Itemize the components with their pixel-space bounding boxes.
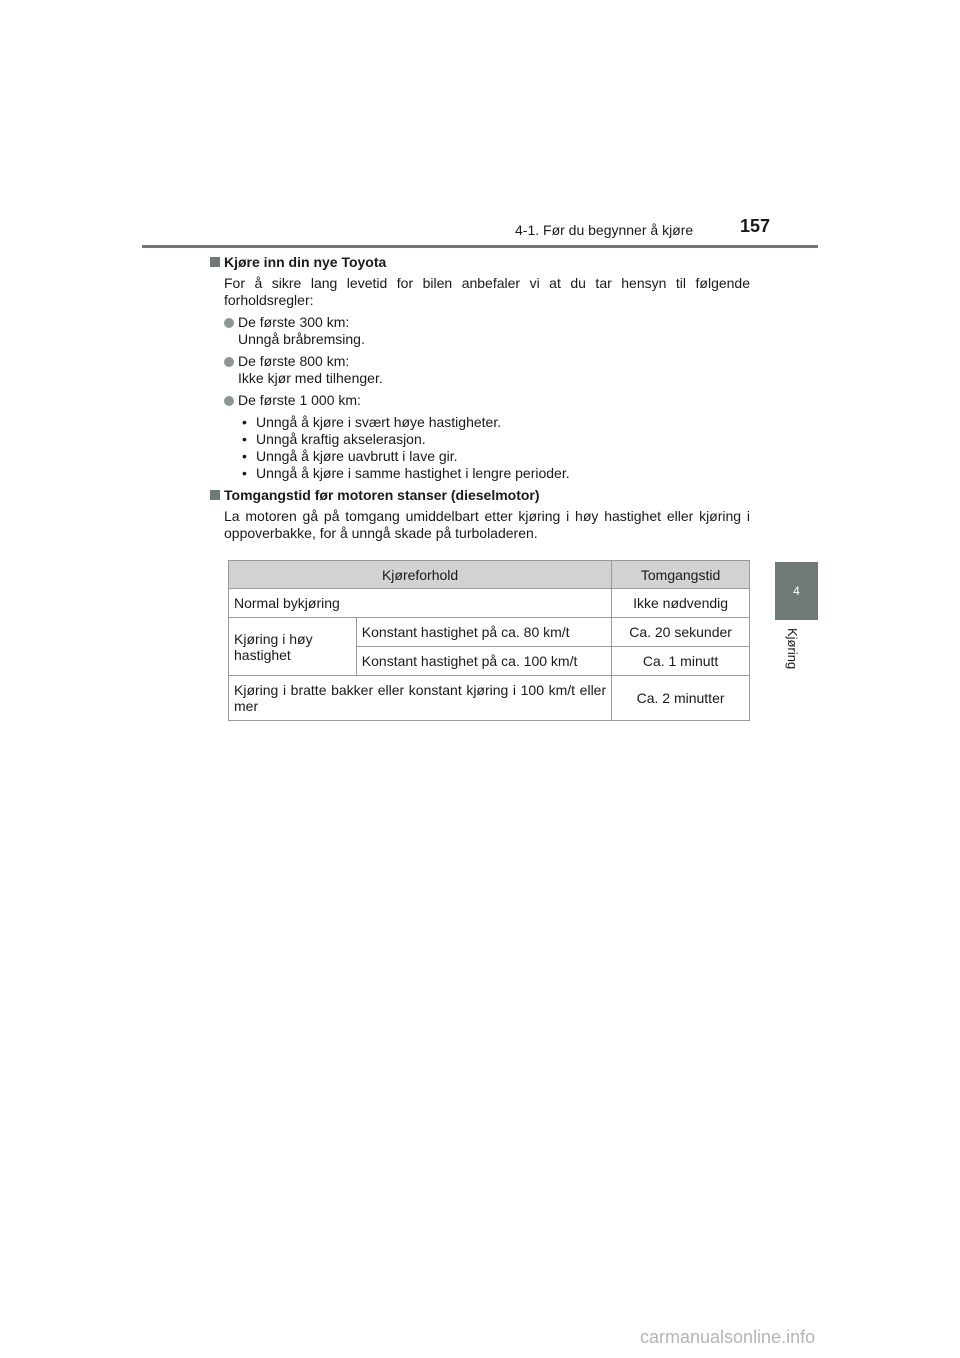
header-section-title: 4-1. Før du begynner å kjøre — [515, 222, 694, 238]
section-heading-idle-time: Tomgangstid før motoren stanser (dieselmotor) — [210, 487, 750, 504]
table-cell-time: Ca. 2 minutter — [612, 676, 750, 721]
list-item — [224, 353, 750, 387]
section-heading-break-in: Kjøre inn din nye Toyota — [210, 254, 750, 271]
idle-time-intro: La motoren gå på tomgang umiddelbart etter kjøring i høy hastighet eller kjøring i oppoverbakke, for å unngå skade på turboladeren. — [224, 508, 750, 541]
list-item-title: De første 300 km: — [238, 314, 350, 330]
table-row — [229, 618, 750, 647]
table-cell-time: Ikke nødvendig — [612, 589, 750, 618]
list-item-title: De første 800 km: — [238, 353, 350, 369]
table-cell-time: Ca. 20 sekunder — [612, 618, 750, 647]
header-divider — [142, 245, 818, 248]
circle-bullet-icon — [224, 318, 234, 328]
sub-list-item: • Unngå å kjøre i svært høye hastigheter. — [238, 414, 750, 431]
table-cell-condition: Konstant hastighet på ca. 100 km/t — [356, 647, 611, 676]
sub-list-item: • Unngå å kjøre i samme hastighet i lengre perioder. — [238, 465, 750, 482]
table-cell-condition: Kjøring i bratte bakker eller konstant kjøring i 100 km/t eller mer — [229, 676, 612, 721]
column-header-idle-time: Tomgangstid — [612, 561, 750, 589]
square-bullet-icon — [210, 257, 220, 267]
break-in-intro: For å sikre lang levetid for bilen anbefaler vi at du tar hensyn til følgende forholdsregler: — [224, 275, 750, 308]
bullet-dot-icon: • — [242, 448, 247, 464]
chapter-number: 4 — [793, 584, 800, 598]
sub-list-item: • Unngå å kjøre uavbrutt i lave gir. — [238, 448, 750, 465]
chapter-label: Kjøring — [785, 628, 800, 670]
list-item-title: De første 1 000 km: — [238, 392, 361, 408]
circle-bullet-icon — [224, 396, 234, 406]
idle-time-table — [228, 560, 750, 721]
table-cell-condition: Normal bykjøring — [229, 589, 612, 618]
column-header-condition: Kjøreforhold — [229, 561, 612, 589]
table-cell-time: Ca. 1 minutt — [612, 647, 750, 676]
sub-list-item: • Unngå kraftig akselerasjon. — [238, 431, 750, 448]
chapter-tab — [775, 562, 818, 620]
table-cell-group-label: Kjøring i høy hastighet — [229, 618, 357, 676]
list-item-detail: Ikke kjør med tilhenger. — [238, 370, 383, 386]
table-cell-condition: Konstant hastighet på ca. 80 km/t — [356, 618, 611, 647]
page-content — [210, 254, 750, 547]
list-item-detail: Unngå bråbremsing. — [238, 331, 365, 347]
table-header-row — [229, 561, 750, 589]
bullet-dot-icon: • — [242, 431, 247, 447]
watermark: carmanualsonline.info — [640, 1327, 816, 1347]
list-item — [224, 314, 750, 348]
list-item — [224, 392, 750, 409]
sub-list — [238, 414, 750, 482]
circle-bullet-icon — [224, 357, 234, 367]
page-number: 157 — [740, 216, 771, 236]
table-row — [229, 589, 750, 618]
bullet-dot-icon: • — [242, 465, 247, 481]
bullet-dot-icon: • — [242, 414, 247, 430]
square-bullet-icon — [210, 490, 220, 500]
table-row — [229, 676, 750, 721]
